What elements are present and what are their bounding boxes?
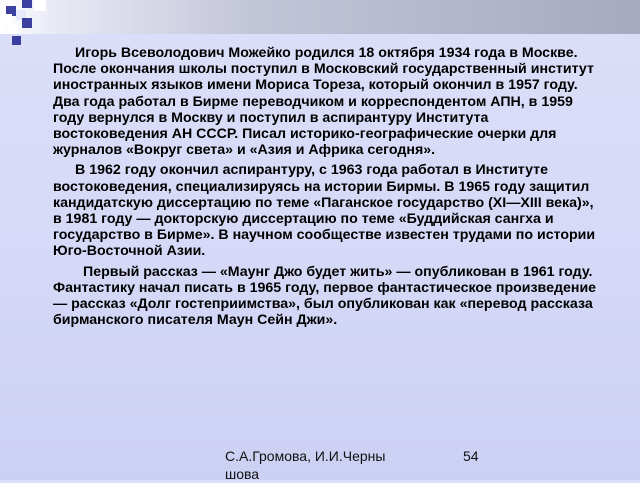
footer-author: С.А.Громова, И.И.Черны шова — [225, 448, 386, 482]
slide-header-band — [0, 0, 640, 34]
deco-square-blue — [22, 18, 32, 28]
page-number: 54 — [463, 448, 479, 464]
deco-square-white — [2, 14, 12, 24]
deco-square-blue — [22, 0, 32, 8]
paragraph-biography-early: Игорь Всеволодович Можейко родился 18 октября 1934 года в Москве. После окончания школы поступил в Московский государственный институт иностранных языков имени Мориса Тореза, который окончил в 1957 году. Два года работал в Бирме переводчиком и корреспондентом АПН, в 1959 году вернулся в Москву и поступил в аспирантуру Института востоковедения АН СССР. Писал историко-географические очерки для журналов «Вокруг света» и «Азия и Африка сегодня». — [53, 45, 594, 159]
deco-square-white — [34, 0, 46, 11]
deco-square-blue — [12, 36, 21, 45]
deco-square-white — [8, 24, 18, 34]
paragraph-biography-fiction: Первый рассказ — «Маунг Джо будет жить» — опубликован в 1961 году. Фантастику начал писать в 1965 году, первое фантастическое произведение — рассказ «Долг гостеприимства», был опубликован как «перевод рассказа бирманского писателя Маун Сейн Джи». — [53, 263, 597, 329]
paragraph-biography-science: В 1962 году окончил аспирантуру, с 1963 года работал в Институте востоковедения, специализируясь на истории Бирмы. В 1965 году защитил кандидатскую диссертацию по теме «Паганское государство (XI—XIII века)», в 1981 году — докторскую диссертацию по теме «Буддийская сангха и государство в Бирме». В научном сообществе известен трудами по истории Юго-Восточной Азии. — [53, 162, 596, 260]
slide-body-text — [53, 45, 601, 332]
